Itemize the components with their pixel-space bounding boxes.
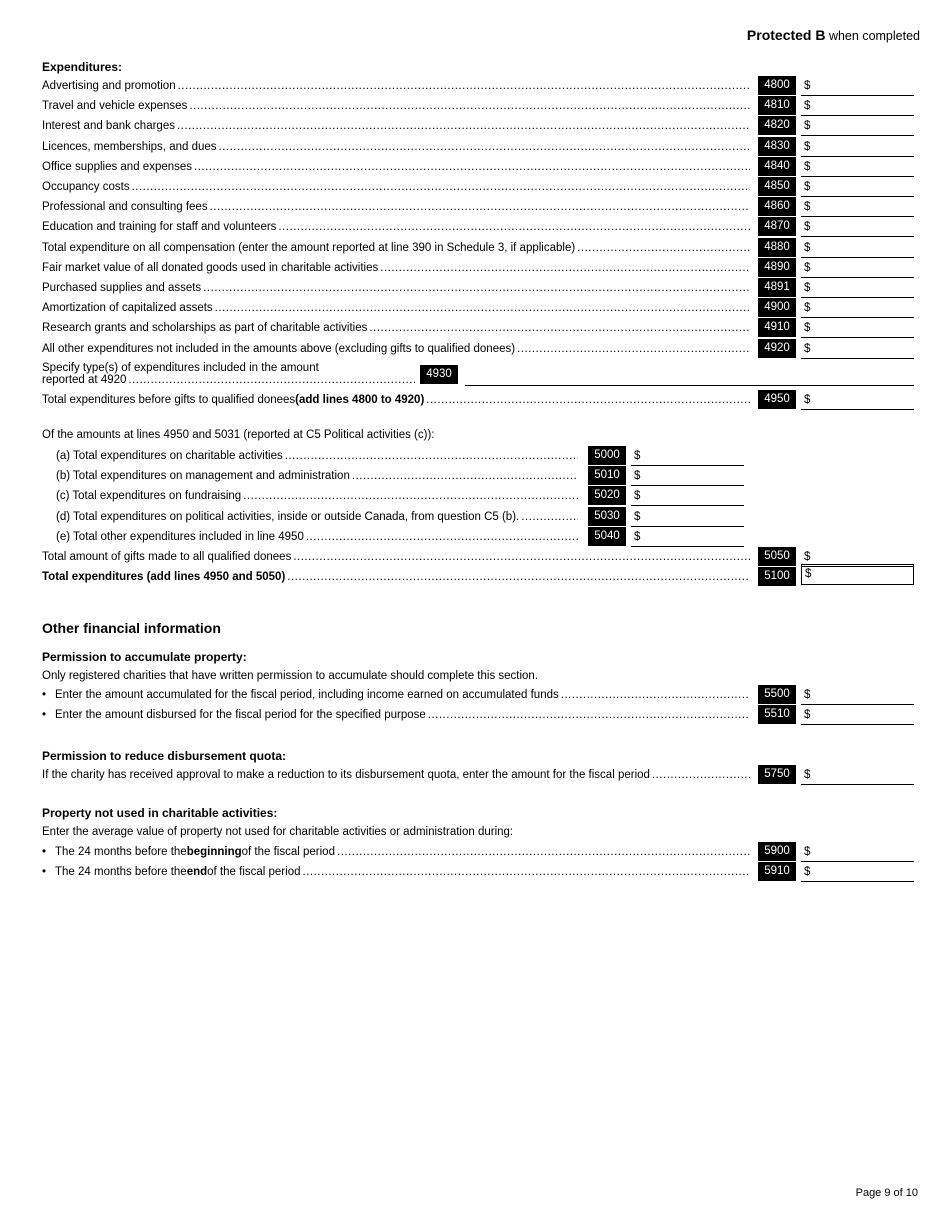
accumulate-5510-label: Enter the amount disbursed for the fiscal period for the specified purpose: [55, 709, 426, 721]
line-code: 4810: [758, 96, 796, 115]
amount-field[interactable]: [801, 318, 914, 338]
amount-field[interactable]: [631, 466, 744, 486]
line-code: 5030: [588, 507, 626, 526]
leader-dots: [201, 278, 750, 298]
leader-dots: [176, 76, 750, 96]
line-code: 4910: [758, 318, 796, 337]
expenditure-4810-row: [42, 96, 914, 116]
line-code-5910: 5910: [758, 862, 796, 881]
amount-field[interactable]: [801, 339, 914, 359]
expenditure-4800-row: [42, 76, 914, 96]
expenditure-4840-label: Office supplies and expenses: [42, 160, 193, 173]
line-code-5900: 5900: [758, 842, 796, 861]
leader-dots: [217, 137, 750, 157]
dollar-sign: $: [804, 80, 811, 92]
amount-field-5750[interactable]: $: [801, 765, 914, 785]
property-line2-pre: The 24 months before the: [55, 866, 187, 878]
dollar-sign: $: [804, 221, 811, 234]
expenditure-4891-row: [42, 278, 914, 298]
bullet-icon: •: [42, 866, 47, 878]
expenditure-4800-label: Advertising and promotion: [42, 80, 176, 92]
accumulate-5510-row: [42, 705, 914, 725]
line-code: 4800: [758, 76, 796, 95]
line-code: 5500: [758, 685, 796, 704]
expenditure-4920-label: All other expenditures not included in the amounts above (excluding gifts to qualified donees): [42, 342, 516, 355]
expenditure-4880-row: [42, 238, 914, 258]
line-code: 4920: [758, 339, 796, 358]
total-before-gifts-label: Total expenditures before gifts to qualified donees: [42, 394, 296, 406]
property-intro: Enter the average value of property not used for charitable activities or administration during:: [42, 826, 514, 838]
amount-5010-label: (b) Total expenditures on management and administration: [56, 470, 350, 483]
amount-field[interactable]: [801, 258, 914, 278]
amount-field[interactable]: [801, 177, 914, 197]
leader-dots: [285, 567, 750, 587]
property-line1-post: of the fiscal period: [241, 846, 335, 858]
leader-dots: [304, 527, 578, 547]
reduce-quota-label: If the charity has received approval to make a reduction to its disbursement quota, enter the amount for the fiscal period: [42, 769, 650, 781]
property-line1-bold: beginning: [186, 846, 242, 858]
dollar-sign: $: [804, 322, 811, 335]
amount-5000-label: (a) Total expenditures on charitable activities: [56, 450, 283, 462]
dollar-sign: $: [804, 201, 811, 214]
dollar-sign: $: [804, 709, 811, 721]
line-code: 4900: [758, 298, 796, 317]
amount-field[interactable]: [801, 96, 914, 116]
amount-5020-label: (c) Total expenditures on fundraising: [56, 490, 242, 503]
leader-dots: [519, 507, 578, 527]
accumulate-intro: Only registered charities that have written permission to accumulate should complete this section.: [42, 670, 539, 682]
line-code: 5040: [588, 527, 626, 546]
line-code: 4850: [758, 177, 796, 196]
expenditure-4850-row: [42, 177, 914, 197]
expenditure-4890-row: [42, 258, 914, 278]
leader-dots: [192, 157, 750, 177]
leader-dots: [283, 446, 578, 466]
amount-field[interactable]: [631, 527, 744, 547]
line-code: 4840: [758, 157, 796, 176]
protected-b-notice: Protected B when completed: [746, 27, 920, 43]
amount-field[interactable]: [801, 685, 914, 705]
line-code-5750: 5750: [758, 765, 796, 784]
leader-dots: [650, 765, 750, 785]
expenditure-4910-label: Research grants and scholarships as part of charitable activities: [42, 322, 368, 335]
dollar-sign: $: [634, 450, 641, 462]
expenditure-4890-label: Fair market value of all donated goods used in charitable activities: [42, 261, 379, 274]
expenditure-4810-label: Travel and vehicle expenses: [42, 100, 188, 113]
amounts-intro: Of the amounts at lines 4950 and 5031 (reported at C5 Political activities (c)):: [42, 429, 435, 441]
line-code: 5010: [588, 466, 626, 485]
line-code: 5000: [588, 446, 626, 465]
bullet-icon: •: [42, 689, 47, 701]
line-code-5050: 5050: [758, 547, 796, 566]
gifts-label: Total amount of gifts made to all qualified donees: [42, 551, 292, 563]
total-expenditures-label: Total expenditures (add lines 4950 and 5050): [42, 571, 286, 583]
specify-expenditures-label: Specify type(s) of expenditures included in the amount: [42, 362, 319, 374]
line-code: 5510: [758, 705, 796, 724]
amount-5030-label: (d) Total expenditures on political activities, inside or outside Canada, from question C5 (b).: [56, 510, 520, 523]
page-number: Page 9 of 10: [855, 1187, 918, 1199]
expenditure-4870-row: [42, 217, 914, 237]
amount-field-5910[interactable]: $: [801, 862, 914, 882]
accumulate-5500-row: [42, 685, 914, 705]
amount-5000-row: [42, 446, 746, 466]
property-beginning-row: [42, 842, 914, 862]
line-code: 4890: [758, 258, 796, 277]
expenditure-4850-label: Occupancy costs: [42, 181, 130, 193]
amount-field-5100[interactable]: $: [801, 564, 914, 585]
expenditure-4860-label: Professional and consulting fees: [42, 201, 208, 214]
dollar-sign: $: [634, 530, 641, 543]
leader-dots: [575, 238, 750, 258]
dollar-sign: $: [804, 261, 811, 274]
amount-field[interactable]: [801, 157, 914, 177]
dollar-sign: $: [634, 490, 641, 503]
leader-dots: [208, 197, 750, 217]
specify-expenditures-input[interactable]: [465, 384, 914, 386]
leader-dots: [515, 339, 750, 359]
amount-5020-row: [42, 486, 746, 506]
amount-field[interactable]: [631, 486, 744, 506]
leader-dots: [187, 96, 750, 116]
line-code: 4891: [758, 278, 796, 297]
leader-dots: [367, 318, 750, 338]
dollar-sign: $: [804, 689, 811, 701]
amount-field-5050[interactable]: $: [801, 547, 914, 567]
line-code: 4860: [758, 197, 796, 216]
reduce-quota-heading: Permission to reduce disbursement quota:: [42, 749, 287, 763]
specify-line2: reported at 4920: [42, 374, 127, 386]
expenditure-4920-row: [42, 339, 914, 359]
amount-field[interactable]: [801, 705, 914, 725]
dollar-sign: $: [804, 302, 811, 315]
expenditure-4830-row: [42, 137, 914, 157]
total-before-gifts-row: [42, 390, 914, 410]
expenditure-4900-label: Amortization of capitalized assets: [42, 302, 213, 315]
dollar-sign: $: [804, 241, 811, 254]
leader-dots: [213, 298, 750, 318]
accumulate-heading: Permission to accumulate property:: [42, 650, 247, 664]
amount-field-4950[interactable]: $: [801, 390, 914, 410]
leader-dots: [350, 466, 578, 486]
leader-dots: [241, 486, 578, 506]
amount-5040-label: (e) Total other expenditures included in line 4950: [56, 530, 304, 543]
dollar-sign: $: [804, 181, 811, 193]
leader-dots: [276, 217, 750, 237]
amount-field[interactable]: [801, 116, 914, 136]
expenditure-4840-row: [42, 157, 914, 177]
amount-5010-row: [42, 466, 746, 486]
leader-dots: [301, 862, 751, 882]
line-code: 4870: [758, 217, 796, 236]
expenditures-heading: Expenditures:: [42, 60, 123, 74]
total-expenditures-row: [42, 567, 914, 587]
expenditure-4891-label: Purchased supplies and assets: [42, 282, 202, 294]
leader-dots: [130, 177, 750, 197]
leader-dots: [426, 705, 750, 725]
amount-field[interactable]: [801, 217, 914, 237]
dollar-sign: $: [634, 470, 641, 483]
leader-dots: [175, 116, 750, 136]
expenditure-4880-label: Total expenditure on all compensation (enter the amount reported at line 390 in Schedule 3, if applicable): [42, 241, 576, 254]
line-code: 5020: [588, 486, 626, 505]
amount-field[interactable]: [631, 446, 744, 466]
dollar-sign: $: [804, 120, 811, 133]
amount-field[interactable]: [801, 238, 914, 258]
leader-dots: [335, 842, 750, 862]
property-line1-pre: The 24 months before the: [55, 846, 187, 858]
expenditure-4830-label: Licences, memberships, and dues: [42, 140, 217, 153]
dollar-sign: $: [634, 510, 641, 523]
amount-5030-row: [42, 507, 746, 527]
bullet-icon: •: [42, 709, 47, 721]
leader-dots: [424, 390, 750, 410]
dollar-sign: $: [804, 100, 811, 113]
amount-field[interactable]: [801, 278, 914, 298]
expenditure-4860-row: [42, 197, 914, 217]
expenditure-4910-row: [42, 318, 914, 338]
total-before-gifts-bold: (add lines 4800 to 4920): [295, 394, 425, 406]
expenditure-4900-row: [42, 298, 914, 318]
line-code: 4880: [758, 238, 796, 257]
gifts-row: [42, 547, 914, 567]
amount-field[interactable]: [801, 197, 914, 217]
reduce-quota-row: [42, 765, 914, 785]
line-code: 4820: [758, 116, 796, 135]
line-code: 4830: [758, 137, 796, 156]
amount-5040-row: [42, 527, 746, 547]
leader-dots: [126, 370, 415, 390]
line-code-4950: 4950: [758, 390, 796, 409]
property-end-row: [42, 862, 914, 882]
expenditure-4870-label: Education and training for staff and volunteers: [42, 221, 277, 234]
amount-field[interactable]: [801, 298, 914, 318]
leader-dots: [559, 685, 750, 705]
property-line2-post: of the fiscal period: [207, 866, 301, 878]
accumulate-5500-label: Enter the amount accumulated for the fiscal period, including income earned on accumulated funds: [55, 689, 559, 701]
amount-field[interactable]: [631, 507, 744, 527]
expenditure-4820-label: Interest and bank charges: [42, 120, 175, 133]
expenditure-4820-row: [42, 116, 914, 136]
leader-dots: [291, 547, 750, 567]
dollar-sign: $: [804, 342, 811, 355]
leader-dots: [378, 258, 750, 278]
amount-field[interactable]: [801, 76, 914, 96]
property-line2-bold: end: [186, 866, 208, 878]
dollar-sign: $: [804, 160, 811, 173]
specify-expenditures-row: [42, 370, 422, 390]
property-heading: Property not used in charitable activities:: [42, 806, 278, 820]
line-code-5100: 5100: [758, 567, 796, 586]
amount-field[interactable]: [801, 137, 914, 157]
dollar-sign: $: [804, 140, 811, 153]
line-code-4930: 4930: [420, 365, 458, 384]
bullet-icon: •: [42, 846, 47, 858]
amount-field-5900[interactable]: $: [801, 842, 914, 862]
other-financial-heading: Other financial information: [42, 620, 221, 636]
dollar-sign: $: [804, 282, 811, 294]
